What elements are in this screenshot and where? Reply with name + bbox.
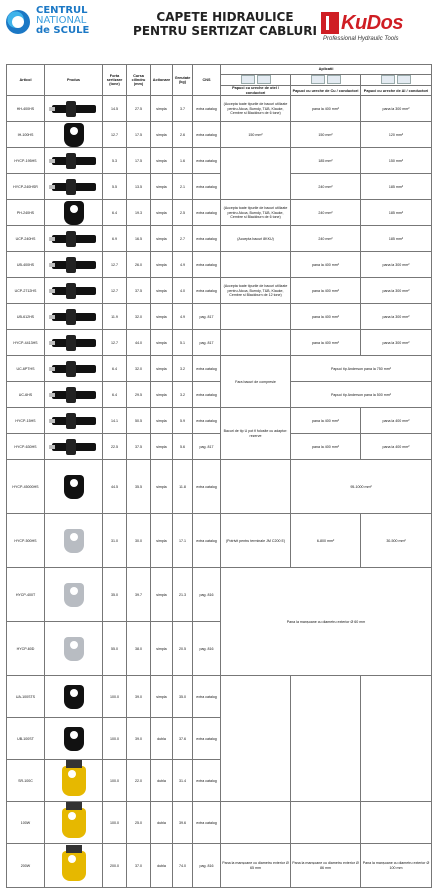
cell-weight: 5.1: [173, 330, 193, 356]
cell-stroke: 44.0: [127, 330, 151, 356]
cell-application-a2: 185 mm²: [291, 148, 361, 174]
cell-action: dubla: [151, 844, 173, 888]
crimping-head-image: [52, 157, 96, 165]
col-force: Forta sertizare (tone): [103, 65, 127, 96]
cell-application-a1: Pana la manșoane cu diametru exterior Ø 65 mm: [221, 844, 291, 888]
cell-force: 6.4: [103, 200, 127, 226]
page-title: [130, 10, 320, 38]
crimping-head-image: [52, 313, 96, 321]
cell-cns: extra catalog: [193, 760, 221, 802]
cell-force: 22.5: [103, 434, 127, 460]
cell-action: simpla: [151, 122, 173, 148]
cell-application-a2: pana la 400 mm²: [291, 304, 361, 330]
cell-stroke: 32.0: [127, 304, 151, 330]
cell-application-a2: pana la 400 mm²: [291, 330, 361, 356]
crimping-head-image: [64, 475, 84, 499]
cell-weight: 2.5: [173, 200, 193, 226]
cell-weight: 11.8: [173, 460, 193, 514]
table-row: [7, 460, 432, 514]
cell-application-a3: [361, 802, 432, 844]
cell-cns: extra catalog: [193, 676, 221, 718]
crimping-head-image: [64, 727, 84, 751]
table-row: [7, 304, 432, 330]
cell-application-a3: pana la 400 mm²: [361, 408, 432, 434]
cell-article: HYCP-45000HS: [7, 460, 45, 514]
cell-application-a1: (Potrivit pentru terminale JM C200 E): [221, 514, 291, 568]
cell-cns: extra catalog: [193, 718, 221, 760]
lug-copper-icon: [291, 75, 361, 86]
crimping-head-image: [64, 529, 84, 553]
cell-stroke: 39.0: [127, 676, 151, 718]
cell-application-a2: [291, 676, 361, 802]
cell-article: 100W: [7, 802, 45, 844]
cell-weight: 2.1: [173, 174, 193, 200]
cell-application-a2: 240 mm²: [291, 200, 361, 226]
cell-force: 100.0: [103, 676, 127, 718]
cell-cns: extra catalog: [193, 96, 221, 122]
cell-cns: extra catalog: [193, 356, 221, 382]
crimping-head-image: [52, 339, 96, 347]
cell-article: HYCP-630HS: [7, 434, 45, 460]
cell-cns: pag. 817: [193, 304, 221, 330]
lug-aluminium-icon: [361, 75, 432, 86]
cell-application-a1: [221, 676, 291, 802]
cell-stroke: 19.3: [127, 200, 151, 226]
cell-article: HH-400HS: [7, 96, 45, 122]
cell-application-a2: Papuci tip Anderson pana la 500 mm²: [291, 382, 432, 408]
col-sub-aluminium: Papuci cu ureche de Al / conductori: [361, 86, 432, 96]
cell-weight: 3.7: [173, 96, 193, 122]
cell-application-a3: 185 mm²: [361, 200, 432, 226]
cell-article: UB-612HS: [7, 304, 45, 330]
cell-application-a3: 185 mm²: [361, 174, 432, 200]
cell-action: simpla: [151, 676, 173, 718]
cell-application-a2: 240 mm²: [291, 226, 361, 252]
cell-article: UCP-2712HS: [7, 278, 45, 304]
brand-logo-left: [6, 6, 126, 46]
cell-application-a1: (Accepta bacuri 8KKU): [221, 226, 291, 252]
cell-cns: extra catalog: [193, 460, 221, 514]
cell-stroke: 29.5: [127, 382, 151, 408]
cell-action: simpla: [151, 96, 173, 122]
crimping-head-image: [64, 685, 84, 709]
cell-article: PH-240HS: [7, 200, 45, 226]
cell-weight: 20.5: [173, 622, 193, 676]
cell-product: [45, 514, 103, 568]
cell-force: 12.7: [103, 122, 127, 148]
cell-weight: 35.0: [173, 676, 193, 718]
table-row: [7, 174, 432, 200]
kudos-word: KuDos: [341, 12, 403, 34]
cell-action: simpla: [151, 226, 173, 252]
table-row: [7, 408, 432, 434]
cell-product: [45, 760, 103, 802]
cell-force: 100.0: [103, 760, 127, 802]
cell-force: 100.0: [103, 718, 127, 760]
cell-application-a2: 95-1000 mm²: [291, 460, 432, 514]
crimping-head-image: [52, 287, 96, 295]
cell-action: simpla: [151, 408, 173, 434]
cell-force: 100.0: [103, 802, 127, 844]
cell-stroke: 50.5: [127, 408, 151, 434]
cell-weight: 5.6: [173, 434, 193, 460]
cell-weight: 39.6: [173, 802, 193, 844]
cell-stroke: 37.5: [127, 278, 151, 304]
cell-stroke: 13.5: [127, 174, 151, 200]
col-stroke: Cursa cilindru (mm): [127, 65, 151, 96]
crimping-head-image: [52, 391, 96, 399]
cell-article: HYCP-240HSR: [7, 174, 45, 200]
crimping-head-image: [52, 183, 96, 191]
cell-product: [45, 226, 103, 252]
cell-product: [45, 434, 103, 460]
cell-cns: extra catalog: [193, 226, 221, 252]
cell-force: 14.1: [103, 408, 127, 434]
crimping-head-image: [52, 365, 96, 373]
cell-stroke: 22.0: [127, 760, 151, 802]
col-cns: CNS: [193, 65, 221, 96]
cell-action: dubla: [151, 802, 173, 844]
cell-action: simpla: [151, 514, 173, 568]
cell-force: 44.5: [103, 460, 127, 514]
cell-cns: extra catalog: [193, 252, 221, 278]
cell-application-a3: 150 mm²: [361, 148, 432, 174]
cell-stroke: 17.5: [127, 122, 151, 148]
cell-article: UA-100STS: [7, 676, 45, 718]
table-row: [7, 252, 432, 278]
cell-stroke: 39.0: [127, 718, 151, 760]
cell-article: IH-100HS: [7, 122, 45, 148]
cell-application-a2: pana la 400 mm²: [291, 96, 361, 122]
cell-application-a2: pana la 400 mm²: [291, 278, 361, 304]
cell-action: simpla: [151, 278, 173, 304]
cell-article: UB-100ST: [7, 718, 45, 760]
col-action: Actionare: [151, 65, 173, 96]
cell-product: [45, 200, 103, 226]
table-row: [7, 122, 432, 148]
col-product: Produs: [45, 65, 103, 96]
cell-product: [45, 568, 103, 622]
cell-cns: extra catalog: [193, 408, 221, 434]
cell-application-a2: 240 mm²: [291, 174, 361, 200]
cell-cns: extra catalog: [193, 122, 221, 148]
cell-article: HYCP-500HS: [7, 514, 45, 568]
cell-force: 11.9: [103, 304, 127, 330]
cell-product: [45, 304, 103, 330]
cell-article: HYCP-15HS: [7, 408, 45, 434]
cell-weight: 17.1: [173, 514, 193, 568]
cell-stroke: 16.5: [127, 226, 151, 252]
cell-stroke: 39.7: [127, 568, 151, 622]
cell-application-a1: [221, 460, 291, 514]
cell-weight: 2.6: [173, 122, 193, 148]
title-line-1: CAPETE HIDRAULICE: [156, 10, 294, 24]
cell-application-a2: Pana la manșoane cu diametru exterior Ø 86 mm: [291, 844, 361, 888]
cell-application-a3: 185 mm²: [361, 226, 432, 252]
cell-action: simpla: [151, 382, 173, 408]
cell-stroke: 30.0: [127, 514, 151, 568]
cell-stroke: 35.5: [127, 460, 151, 514]
cell-product: [45, 844, 103, 888]
cell-action: simpla: [151, 200, 173, 226]
cell-stroke: 38.0: [127, 622, 151, 676]
kudos-tagline: Professional Hydraulic Tools: [323, 36, 399, 42]
cell-action: dubla: [151, 718, 173, 760]
cell-application-a1: [221, 304, 291, 330]
cell-product: [45, 676, 103, 718]
table-row: [7, 568, 432, 622]
table-row: [7, 382, 432, 408]
cell-application-a2: [291, 802, 361, 844]
cell-action: simpla: [151, 622, 173, 676]
cell-product: [45, 622, 103, 676]
cell-weight: 3.2: [173, 382, 193, 408]
cell-application-a2: pana la 400 mm²: [291, 434, 361, 460]
crimping-head-image: [64, 201, 84, 225]
brand-line-2: NATIONAL: [36, 15, 87, 26]
cell-force: 12.7: [103, 252, 127, 278]
header-row-top: [7, 65, 432, 75]
cell-product: [45, 382, 103, 408]
cell-cns: pag. 817: [193, 434, 221, 460]
cell-application-a3: pana la 300 mm²: [361, 330, 432, 356]
brand-logo-right: [321, 12, 431, 46]
cell-force: 6.4: [103, 356, 127, 382]
cell-application-a1: [221, 148, 291, 200]
cell-weight: 1.6: [173, 148, 193, 174]
cell-weight: 4.9: [173, 304, 193, 330]
cell-force: 6.4: [103, 382, 127, 408]
cell-product: [45, 96, 103, 122]
cell-product: [45, 460, 103, 514]
cell-cns: pag. 817: [193, 330, 221, 356]
cell-stroke: 17.5: [127, 148, 151, 174]
brand-mark-icon: [6, 10, 30, 34]
cell-stroke: 25.0: [127, 802, 151, 844]
cell-product: [45, 356, 103, 382]
cell-cns: extra catalog: [193, 174, 221, 200]
cell-force: 12.7: [103, 278, 127, 304]
crimping-head-image: [62, 808, 86, 838]
cell-weight: 31.4: [173, 760, 193, 802]
cell-article: SR-100C: [7, 760, 45, 802]
cell-product: [45, 278, 103, 304]
cell-cns: extra catalog: [193, 802, 221, 844]
cell-stroke: 27.5: [127, 96, 151, 122]
cell-cns: extra catalog: [193, 514, 221, 568]
crimping-head-image: [52, 105, 96, 113]
cell-cns: pag. 816: [193, 844, 221, 888]
cell-cns: pag. 816: [193, 568, 221, 622]
cell-application-a2: pana la 400 mm²: [291, 252, 361, 278]
cell-application-a1: (Accepta toate tipurile de bacuri utilizate pentru Alcoa, Burndy, T&B, Klauke, Cembre si Blackburn de 12 tone): [221, 278, 291, 304]
cell-application-a2: 6-800 mm²: [291, 514, 361, 568]
cell-product: [45, 148, 103, 174]
table-row: [7, 330, 432, 356]
cell-force: 55.0: [103, 622, 127, 676]
cell-weight: 4.0: [173, 278, 193, 304]
cell-article: 200W: [7, 844, 45, 888]
cell-product: [45, 122, 103, 148]
table-row: [7, 676, 432, 718]
brand-name: [36, 6, 89, 36]
cell-force: 6.9: [103, 226, 127, 252]
cell-application-a1: [221, 802, 291, 844]
cell-article: UB-400HS: [7, 252, 45, 278]
page-header: [0, 0, 437, 62]
cell-weight: 3.2: [173, 356, 193, 382]
cell-force: 35.0: [103, 568, 127, 622]
cell-weight: 37.6: [173, 718, 193, 760]
cell-action: simpla: [151, 356, 173, 382]
cell-force: 14.5: [103, 96, 127, 122]
cell-article: HYCP-400T: [7, 568, 45, 622]
cell-action: simpla: [151, 330, 173, 356]
cell-application-a3: Pana la manșoane cu diametru exterior Ø 100 mm: [361, 844, 432, 888]
table-row: [7, 434, 432, 460]
cell-application-a3: pana la 300 mm²: [361, 252, 432, 278]
kudos-mark-icon: [321, 12, 339, 34]
cell-weight: 74.0: [173, 844, 193, 888]
cell-force: 12.7: [103, 330, 127, 356]
cell-application-a1: (Accepta toate tipurile de bacuri utilizate pentru Alcoa, Burndy, T&B, Klauke, Cembre si Blackburn de 6 tone): [221, 96, 291, 122]
cell-cns: extra catalog: [193, 278, 221, 304]
crimping-head-image: [52, 417, 96, 425]
cell-application-a2: Pana la manșoane cu diametru exterior Ø 60 mm: [221, 568, 432, 676]
cell-force: 200.0: [103, 844, 127, 888]
cell-cns: extra catalog: [193, 382, 221, 408]
table-row: [7, 278, 432, 304]
cell-product: [45, 330, 103, 356]
cell-stroke: 26.0: [127, 252, 151, 278]
table-row: [7, 200, 432, 226]
brand-line-3: de SCULE: [36, 25, 90, 36]
cell-stroke: 32.0: [127, 356, 151, 382]
cell-action: simpla: [151, 434, 173, 460]
title-line-2: PENTRU SERTIZAT CABLURI: [133, 24, 317, 38]
crimping-head-image: [64, 583, 84, 607]
table-body: [7, 96, 432, 888]
cell-product: [45, 802, 103, 844]
cell-action: simpla: [151, 304, 173, 330]
cell-application-a3: pana la 400 mm²: [361, 434, 432, 460]
cell-article: UCP-240HS: [7, 226, 45, 252]
crimping-head-image: [52, 235, 96, 243]
cell-product: [45, 252, 103, 278]
cell-force: 5.3: [103, 148, 127, 174]
products-table: [6, 64, 432, 888]
col-weight: Greutate (kg): [173, 65, 193, 96]
crimping-head-image: [52, 261, 96, 269]
cell-application-a2: pana la 400 mm²: [291, 408, 361, 434]
cell-application-a3: pana la 300 mm²: [361, 278, 432, 304]
cell-action: simpla: [151, 460, 173, 514]
table-row: [7, 356, 432, 382]
cell-stroke: 37.0: [127, 844, 151, 888]
crimping-head-image: [62, 851, 86, 881]
col-sub-steel: Papuci cu ureche de otel / conductori: [221, 86, 291, 96]
cell-application-a3: 120 mm²: [361, 122, 432, 148]
cell-application-a3: [361, 676, 432, 802]
cell-application-a1: [221, 330, 291, 356]
brand-line-1: CENTRUL: [36, 5, 88, 16]
cell-application-a2: 150 mm²: [291, 122, 361, 148]
crimping-head-image: [52, 443, 96, 451]
cell-product: [45, 408, 103, 434]
cell-application-a3: 30-500 mm²: [361, 514, 432, 568]
cell-application-a3: pana la 300 mm²: [361, 304, 432, 330]
cell-article: HYCP-195HS: [7, 148, 45, 174]
crimping-head-image: [64, 637, 84, 661]
cell-article: HYCP-4413HS: [7, 330, 45, 356]
table-row: [7, 844, 432, 888]
crimping-head-image: [62, 766, 86, 796]
cell-article: HYCP-60D: [7, 622, 45, 676]
cell-application-a2: Papuci tip Anderson pana la 750 mm²: [291, 356, 432, 382]
table-row: [7, 96, 432, 122]
cell-cns: extra catalog: [193, 200, 221, 226]
cell-application-a1: 150 mm²: [221, 122, 291, 148]
cell-action: simpla: [151, 252, 173, 278]
lug-steel-icon: [221, 75, 291, 86]
cell-application-a3: pana la 300 mm²: [361, 96, 432, 122]
cell-cns: extra catalog: [193, 148, 221, 174]
cell-action: simpla: [151, 148, 173, 174]
table-row: [7, 148, 432, 174]
cell-application-a1: Fara bacuri de compresie: [221, 356, 291, 408]
cell-product: [45, 174, 103, 200]
cell-article: UC-6HS: [7, 382, 45, 408]
cell-article: UC-6PTHS: [7, 356, 45, 382]
cell-weight: 5.9: [173, 408, 193, 434]
table-row: [7, 514, 432, 568]
cell-application-a1: Bacuri de tip U pot fi folosite cu adaptor: rezerve: [221, 408, 291, 460]
cell-weight: 2.7: [173, 226, 193, 252]
col-sub-copper: Papuci cu ureche de Cu / conductori: [291, 86, 361, 96]
cell-action: simpla: [151, 174, 173, 200]
cell-application-a1: [221, 252, 291, 278]
cell-force: 31.0: [103, 514, 127, 568]
col-article: Articol: [7, 65, 45, 96]
cell-stroke: 37.5: [127, 434, 151, 460]
cell-product: [45, 718, 103, 760]
cell-application-a1: (Accepta toate tipurile de bacuri utilizate pentru Alcoa, Burndy, T&B, Klauke, Cembre si Blackburn de 6 tone): [221, 200, 291, 226]
cell-action: simpla: [151, 568, 173, 622]
cell-action: dubla: [151, 760, 173, 802]
cell-weight: 21.3: [173, 568, 193, 622]
crimping-head-image: [64, 123, 84, 147]
table-row: [7, 226, 432, 252]
col-application: Aplicatii: [221, 65, 432, 75]
cell-cns: pag. 816: [193, 622, 221, 676]
table-row: [7, 802, 432, 844]
cell-weight: 4.9: [173, 252, 193, 278]
cell-force: 5.5: [103, 174, 127, 200]
